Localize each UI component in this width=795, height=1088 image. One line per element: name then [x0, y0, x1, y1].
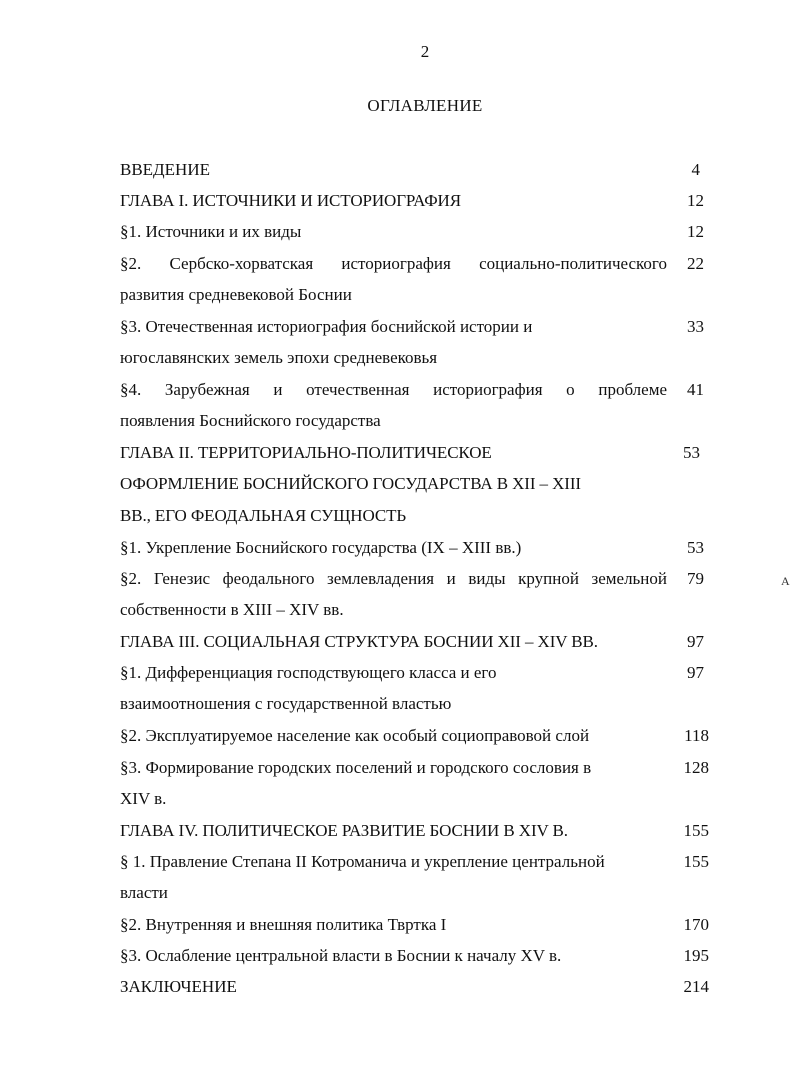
toc-entry-label: взаимоотношения с государственной властью — [120, 694, 452, 714]
toc-entry-label: власти — [120, 883, 168, 903]
toc-entry-section — [120, 248, 667, 311]
toc-entry-section — [120, 752, 591, 815]
toc-entry-page: 155 — [683, 821, 709, 840]
toc-entry-label: XIV в. — [120, 789, 167, 809]
toc-entry-conclusion — [120, 971, 237, 1002]
toc-entry-chapter-4 — [120, 815, 568, 846]
toc-entry-label: §2. Сербско-хорватская историография социально-политического — [120, 254, 667, 273]
toc-entry-section — [120, 532, 521, 563]
toc-entry-label: § 1. Правление Степана II Котроманича и укрепление центральной — [120, 852, 605, 871]
margin-mark: А — [781, 574, 790, 588]
toc-entry-section — [120, 940, 561, 971]
toc-entry-page: 79 — [687, 569, 704, 588]
toc-entry-label: ВВ., ЕГО ФЕОДАЛЬНАЯ СУЩНОСТЬ — [120, 505, 407, 525]
toc-entry-label: развития средневековой Боснии — [120, 285, 352, 305]
toc-entry-page: 41 — [687, 380, 704, 399]
toc-entry-label: §3. Ослабление центральной власти в Боснии к началу XV в. — [120, 946, 562, 965]
toc-entry-label: ГЛАВА I. ИСТОЧНИКИ И ИСТОРИОГРАФИЯ — [120, 191, 461, 210]
toc-title: ОГЛАВЛЕНИЕ — [367, 96, 483, 115]
toc-entry-page: 97 — [687, 632, 704, 651]
toc-entry-label: §1. Источники и их виды — [120, 222, 302, 241]
toc-entry-page: 97 — [687, 663, 704, 682]
toc-entry-label: ГЛАВА IV. ПОЛИТИЧЕСКОЕ РАЗВИТИЕ БОСНИИ В XIV В. — [120, 821, 568, 840]
toc-entry-label: ОФОРМЛЕНИЕ БОСНИЙСКОГО ГОСУДАРСТВА В XII – XIII — [120, 474, 581, 494]
toc-entry-label: §2. Эксплуатируемое население как особый социоправовой слой — [120, 726, 590, 745]
toc-entry-chapter-1 — [120, 185, 461, 216]
toc-entry-page: 12 — [687, 222, 704, 241]
toc-entry-page: 33 — [687, 317, 704, 336]
toc-entry-label: §2. Генезис феодального землевладения и виды крупной земельной — [120, 569, 667, 588]
toc-entry-label: ВВЕДЕНИЕ — [120, 160, 210, 179]
toc-entry-section — [120, 720, 589, 751]
toc-entry-label: §3. Формирование городских поселений и городского сословия в — [120, 758, 592, 777]
toc-entry-section — [120, 311, 532, 374]
toc-entry-page: 12 — [687, 191, 704, 210]
toc-entry-label: §1. Дифференциация господствующего класса и его — [120, 663, 497, 682]
toc-entry-page: 195 — [683, 946, 709, 965]
toc-entry-page: 170 — [683, 915, 709, 934]
toc-entry-page: 22 — [687, 254, 704, 273]
toc-entry-page: 214 — [683, 977, 709, 996]
toc-entry-page: 118 — [684, 726, 709, 745]
toc-entry-label: ГЛАВА III. СОЦИАЛЬНАЯ СТРУКТУРА БОСНИИ XII – XIV ВВ. — [120, 632, 598, 651]
toc-entry-page: 53 — [683, 443, 700, 462]
page-number: 2 — [420, 42, 430, 61]
toc-entry-section — [120, 657, 496, 720]
toc-entry-page: 4 — [691, 160, 700, 179]
toc-entry-page: 53 — [687, 538, 704, 557]
toc-entry-label: §1. Укрепление Боснийского государства (IX – XIII вв.) — [120, 538, 522, 557]
toc-entry-page: 128 — [683, 758, 709, 777]
toc-entry-label: собственности в XIII – XIV вв. — [120, 600, 344, 620]
toc-entry-chapter-3 — [120, 626, 598, 657]
toc-entry-chapter-2 — [120, 437, 581, 531]
toc-entry-label: появления Боснийского государства — [120, 411, 381, 431]
toc-entry-label: §4. Зарубежная и отечественная историография о проблеме — [120, 380, 667, 399]
toc-entry-label: ЗАКЛЮЧЕНИЕ — [120, 977, 237, 996]
toc-entry-page: 155 — [683, 852, 709, 871]
toc-entry-section — [120, 216, 301, 247]
toc-entry-label: ГЛАВА II. ТЕРРИТОРИАЛЬНО-ПОЛИТИЧЕСКОЕ — [120, 443, 492, 462]
toc-entry-section — [120, 374, 667, 437]
toc-entry-introduction — [120, 154, 210, 185]
toc-entry-section — [120, 563, 667, 626]
toc-entry-label: §3. Отечественная историография боснийской истории и — [120, 317, 533, 336]
toc-entry-section — [120, 909, 446, 940]
toc-entry-label: югославянских земель эпохи средневековья — [120, 348, 438, 368]
toc-entry-label: §2. Внутренняя и внешняя политика Твртка I — [120, 915, 447, 934]
toc-entry-section — [120, 846, 605, 909]
